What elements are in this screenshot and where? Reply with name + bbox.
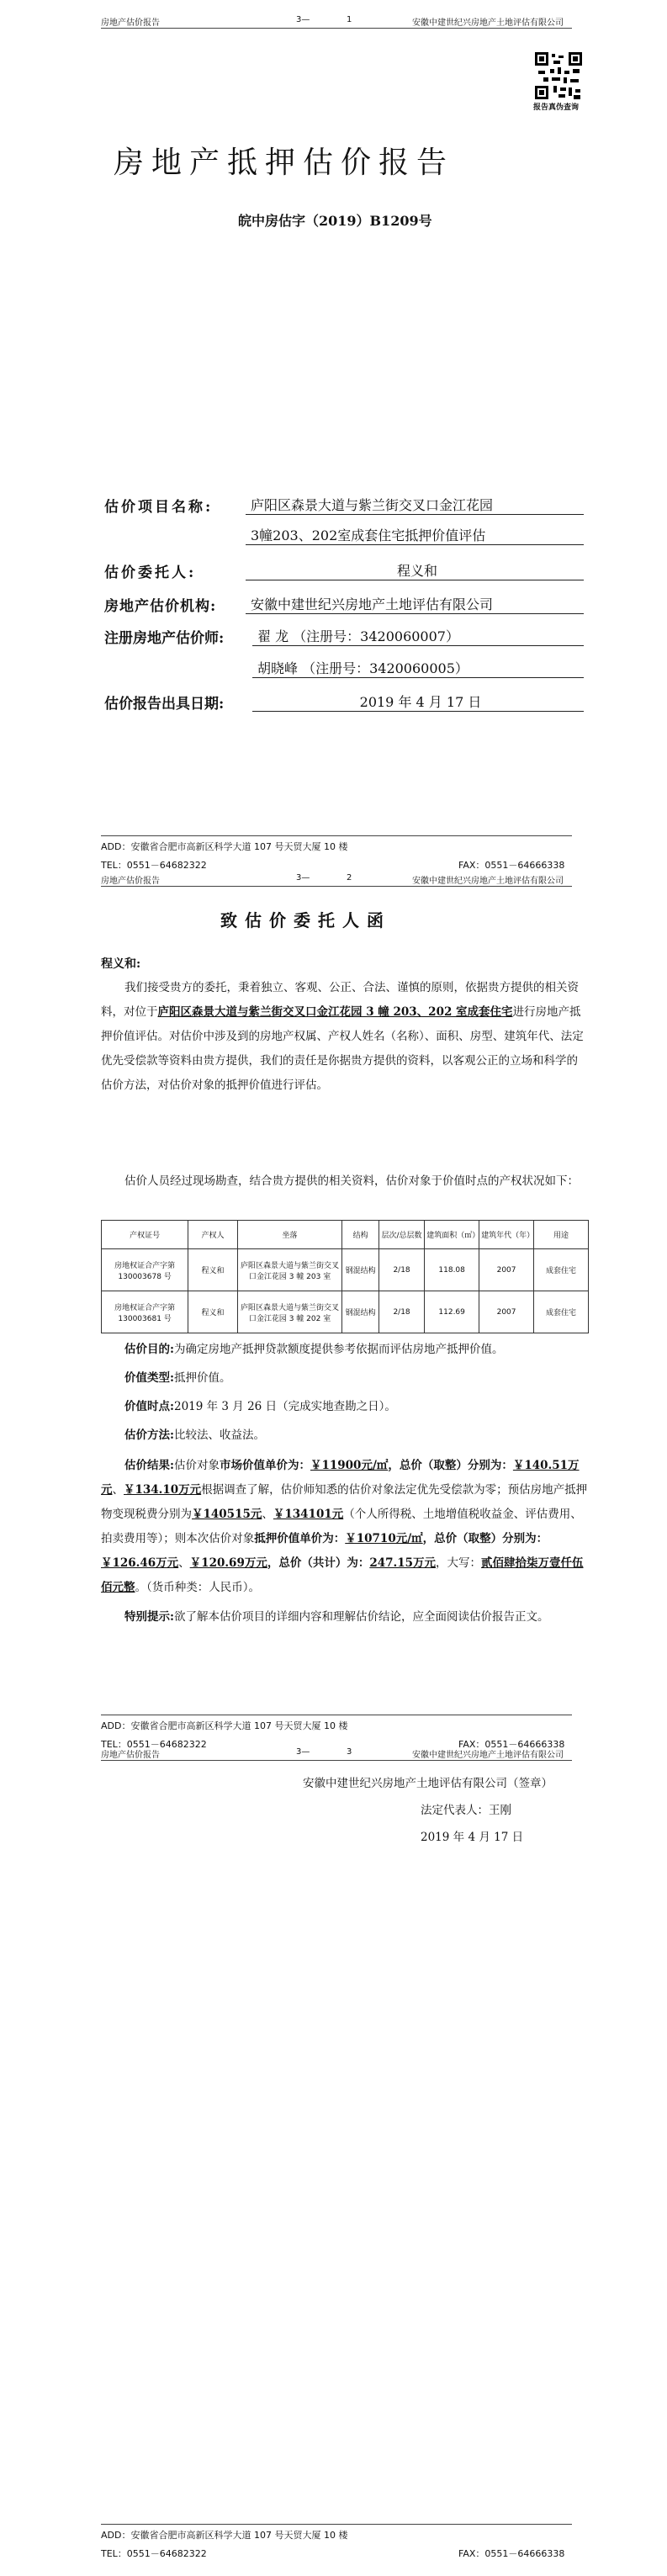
purpose-line: 估价目的:为确定房地产抵押贷款额度提供参考依据而评估房地产抵押价值。 [124, 1343, 504, 1356]
appraiser-label: 注册房地产估价师: [104, 630, 225, 647]
header-left: 房地产估价报告 [101, 19, 160, 28]
cell-structure: 钢混结构 [342, 1249, 379, 1291]
cell-location: 庐阳区森景大道与紫兰街交叉口金江花园 3 幢 202 室 [237, 1291, 342, 1333]
col-location: 坐落 [237, 1221, 342, 1249]
agency-value: 安徽中建世纪兴房地产土地评估有限公司 [246, 594, 584, 614]
cell-cert: 房地权证合产字第 130003681 号 [102, 1291, 188, 1333]
footer-fax: FAX：0551－64666338 [458, 860, 565, 871]
type-line: 价值类型:抵押价值。 [124, 1371, 231, 1385]
cell-owner: 程义和 [188, 1291, 238, 1333]
doc-number: 皖中房估字（2019）B1209号 [238, 213, 432, 229]
date-value: 2019 年 4 月 17 日 [252, 692, 584, 712]
footer-fax: FAX：0551－64666338 [458, 1739, 565, 1750]
table-row [102, 1249, 589, 1291]
header-page: 2 [347, 873, 352, 883]
header-rule [101, 886, 572, 887]
signature-rep: 法定代表人：王刚 [421, 1804, 511, 1817]
cell-year: 2007 [479, 1249, 534, 1291]
footer-address: ADD：安徽省合肥市高新区科学大道 107 号天贸大厦 10 楼 [101, 2530, 348, 2541]
cell-floor: 2/18 [378, 1291, 424, 1333]
report-title: 房地产抵押估价报告 [114, 146, 455, 180]
footer-tel: TEL：0551－64682322 [101, 860, 207, 871]
letter-paragraph-1: 我们接受贵方的委托，秉着独立、客观、公正、合法、谨慎的原则，依据贵方提供的相关资料，对位于庐阳区森景大道与紫兰街交叉口金江花园 3 幢 203、202 室成套住宅进行房地产抵押价值评估。对估价中涉及到的房地产权属、产权人姓名（名称）、面积、房型、建筑年代、法定优先受偿款等资料由贵方提供，我们的责任是你据贵方提供的资料，以客观公正的立场和科学的估价方法，对估价对象的抵押价值进行评估。 [101, 981, 584, 1092]
cell-location: 庐阳区森景大道与紫兰街交叉口金江花园 3 幢 203 室 [237, 1249, 342, 1291]
header-right: 安徽中建世纪兴房地产土地评估有限公司 [412, 19, 564, 28]
property-table [101, 1220, 589, 1333]
appraiser-2: 胡晓峰 （注册号：3420060005） [252, 658, 584, 678]
method-line: 估价方法:比较法、收益法。 [124, 1428, 265, 1442]
letter-title: 致估价委托人函 [220, 910, 391, 930]
footer-tel: TEL：0551－64682322 [101, 2548, 207, 2559]
footer-address: ADD：安徽省合肥市高新区科学大道 107 号天贸大厦 10 楼 [101, 1720, 348, 1731]
qr-caption: 报告真伪查询 [533, 103, 580, 112]
header-rule [101, 28, 572, 29]
header-rule [101, 1760, 572, 1761]
client-label: 估价委托人: [104, 564, 197, 581]
date-label: 估价报告出具日期: [104, 696, 225, 713]
value-date-line: 价值时点:2019 年 3 月 26 日（完成实地查勘之日）。 [124, 1400, 396, 1413]
letter-paragraph-2: 估价人员经过现场勘查，结合贵方提供的相关资料，估价对象于价值时点的产权状况如下： [124, 1174, 579, 1188]
col-area: 建筑面积（㎡） [425, 1221, 479, 1249]
agency-label: 房地产估价机构: [104, 598, 217, 615]
project-line2: 3幢203、202室成套住宅抵押价值评估 [246, 525, 584, 545]
col-structure: 结构 [342, 1221, 379, 1249]
cell-year: 2007 [479, 1291, 534, 1333]
cell-cert: 房地权证合产字第 130003678 号 [102, 1249, 188, 1291]
header-page: 3 [347, 1747, 352, 1757]
header-right: 安徽中建世纪兴房地产土地评估有限公司 [412, 877, 564, 886]
header-right: 安徽中建世纪兴房地产土地评估有限公司 [412, 1751, 564, 1760]
col-floor: 层次/总层数 [378, 1221, 424, 1249]
header-num: 3— [296, 873, 310, 883]
cell-structure: 钢混结构 [342, 1291, 379, 1333]
salutation: 程义和: [101, 957, 141, 971]
col-use: 用途 [534, 1221, 589, 1249]
footer-fax: FAX：0551－64666338 [458, 2548, 565, 2559]
cell-area: 112.69 [425, 1291, 479, 1333]
col-owner: 产权人 [188, 1221, 238, 1249]
qr-code-icon [535, 52, 582, 99]
cell-owner: 程义和 [188, 1249, 238, 1291]
footer-tel: TEL：0551－64682322 [101, 1739, 207, 1750]
appraiser-1: 翟 龙 （注册号：3420060007） [252, 626, 584, 646]
col-cert: 产权证号 [102, 1221, 188, 1249]
cell-use: 成套住宅 [534, 1291, 589, 1333]
cell-area: 118.08 [425, 1249, 479, 1291]
header-num: 3— [296, 1747, 310, 1757]
header-num: 3— [296, 15, 310, 24]
project-label: 估价项目名称: [104, 499, 214, 516]
signature-company: 安徽中建世纪兴房地产土地评估有限公司（签章） [303, 1777, 553, 1790]
header-page: 1 [347, 15, 352, 24]
table-row [102, 1291, 589, 1333]
cell-use: 成套住宅 [534, 1249, 589, 1291]
col-year: 建筑年代（年） [479, 1221, 534, 1249]
header-left: 房地产估价报告 [101, 1751, 160, 1760]
cell-floor: 2/18 [378, 1249, 424, 1291]
client-value: 程义和 [246, 560, 584, 580]
tip-paragraph: 特别提示:欲了解本估价项目的详细内容和理解估价结论，应全面阅读估价报告正文。 [124, 1610, 549, 1624]
signature-date: 2019 年 4 月 17 日 [421, 1831, 524, 1844]
footer-rule [101, 835, 572, 836]
footer-rule [101, 2524, 572, 2525]
footer-address: ADD：安徽省合肥市高新区科学大道 107 号天贸大厦 10 楼 [101, 841, 348, 852]
header-left: 房地产估价报告 [101, 877, 160, 886]
result-paragraph: 估价结果:估价对象市场价值单价为：￥11900元/㎡，总价（取整）分别为：￥140.51万元、￥134.10万元根据调查了解，估价师知悉的估价对象法定优先受偿款为零；预估房地产抵押物变现税费分别为￥140515元、￥134101元（个人所得税、土地增值税收益金、评估费用、拍卖费用等）；则本次估价对象抵押价值单价为：￥10710元/㎡，总价（取整）分别为：￥126.46万元、￥120.69万元，总价（共计）为：247.15万元，大写：贰佰肆拾柒万壹仟伍佰元整。（货币种类：人民币）。 [101, 1459, 588, 1594]
project-line1: 庐阳区森景大道与紫兰街交叉口金江花园 [246, 495, 584, 515]
